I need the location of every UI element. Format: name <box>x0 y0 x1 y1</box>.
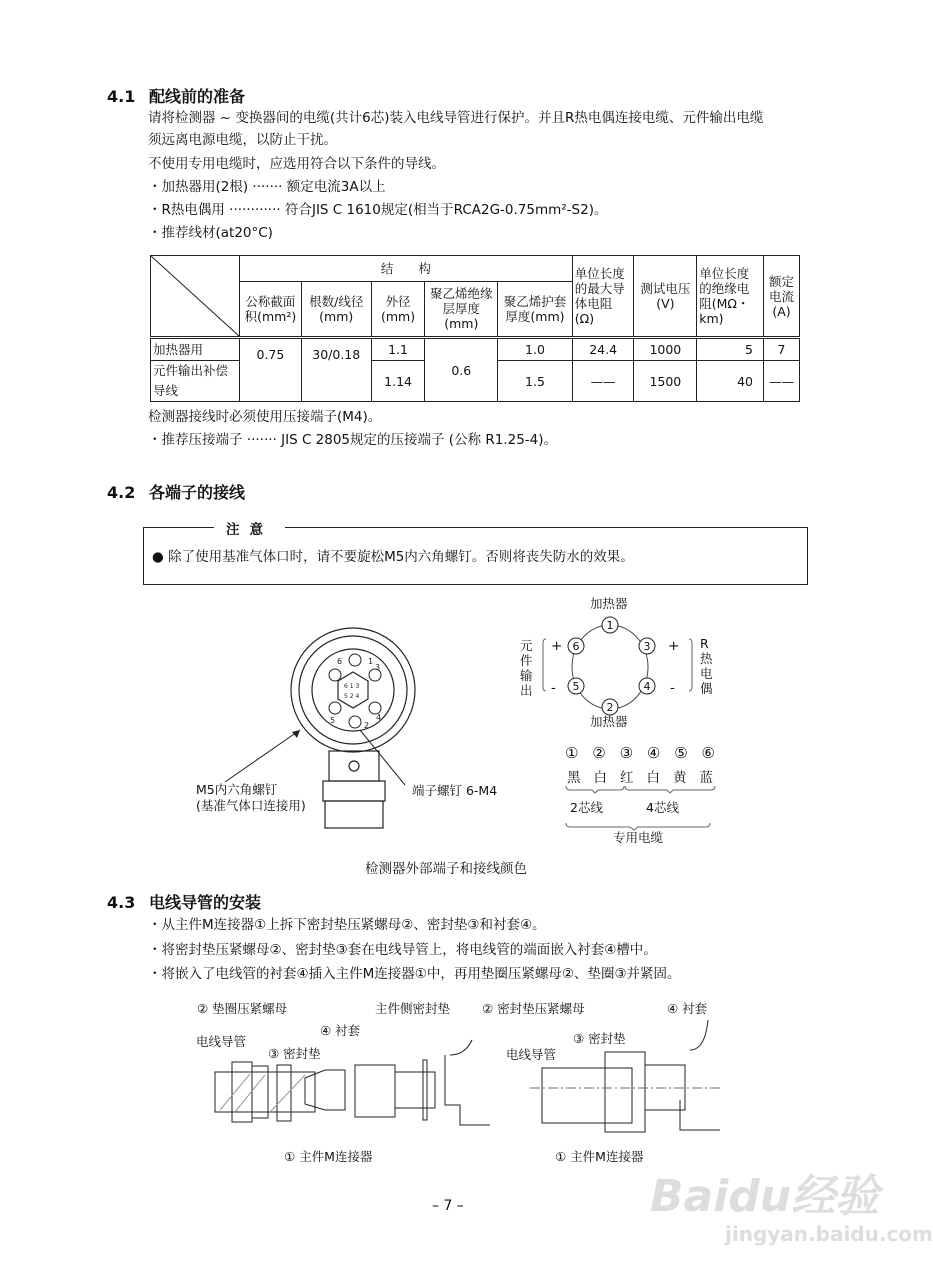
header-group: 结 构 <box>240 256 573 282</box>
wire-color: 白 <box>593 770 607 786</box>
svg-text:5: 5 <box>572 680 580 693</box>
header-cell: 测试电压(V) <box>634 256 697 338</box>
label-r-thermocouple: R热电偶 <box>700 636 713 696</box>
wire-color: 黑 <box>567 770 581 786</box>
polarity-minus: - <box>670 680 675 696</box>
wire-number: ① <box>565 744 579 762</box>
svg-text:6: 6 <box>572 640 580 653</box>
label-bushing: ④ 衬套 <box>667 1001 708 1016</box>
label-main-seal: 主件侧密封垫 <box>375 1001 451 1016</box>
cell: —— <box>572 361 634 402</box>
bullet: ・将嵌入了电线管的衬套④插入主件M连接器①中，再用垫圈压紧螺母②、垫圈③并紧固。 <box>148 966 681 982</box>
wire-number: ⑥ <box>701 744 715 762</box>
wire-number-row <box>565 744 715 762</box>
cell: 30/0.18 <box>301 338 371 402</box>
wire-color: 黄 <box>673 770 687 786</box>
label-four-core: 4芯线 <box>646 800 679 815</box>
row-label: 元件输出补偿导线 <box>151 361 240 402</box>
cell: 1.1 <box>371 338 425 361</box>
svg-text:3: 3 <box>643 640 651 653</box>
wire-color-row <box>567 766 713 786</box>
row-label: 加热器用 <box>151 338 240 361</box>
label-connector: ① 主件M连接器 <box>284 1149 373 1164</box>
wire-number: ② <box>592 744 606 762</box>
cell: 7 <box>763 338 799 361</box>
wire-color: 红 <box>620 770 634 786</box>
bullet: ・推荐压接端子 ······· JIS C 2805规定的压接端子 (公称 R1.25-4)。 <box>148 432 558 448</box>
section-heading-4-3: 4.3 电线导管的安装 <box>107 893 262 912</box>
label-terminal-screw: 端子螺钉 6-M4 <box>412 783 498 798</box>
section-heading-4-1: 4.1 配线前的准备 <box>107 87 246 106</box>
bullet: ・推荐线材(at20°C) <box>148 225 273 241</box>
bullet: ・从主件M连接器①上拆下密封垫压紧螺母②、密封垫③和衬套④。 <box>148 917 546 933</box>
cell: 40 <box>697 361 764 402</box>
terminal-map <box>540 615 700 725</box>
caution-text: ● 除了使用基准气体口时，请不要旋松M5内六角螺钉。否则将丧失防水的效果。 <box>152 549 634 565</box>
caution-box <box>143 522 808 585</box>
wire-number: ③ <box>619 744 634 762</box>
wire-number: ⑤ <box>674 744 688 762</box>
cell: 1.14 <box>371 361 425 402</box>
label-bushing: ④ 衬套 <box>320 1023 361 1038</box>
svg-text:2: 2 <box>364 721 370 730</box>
label-heater-bottom: 加热器 <box>590 714 628 729</box>
header-cell: 额定电流(A) <box>763 256 799 338</box>
cell: 0.6 <box>425 338 498 402</box>
wire-color: 白 <box>646 770 660 786</box>
cell: 1500 <box>634 361 697 402</box>
page-number: – 7 – <box>432 1198 464 1214</box>
svg-text:6: 6 <box>337 657 343 666</box>
label-nut: ② 密封垫压紧螺母 <box>482 1001 585 1016</box>
svg-text:4: 4 <box>376 713 382 722</box>
polarity-plus: + <box>668 638 680 654</box>
svg-text:4: 4 <box>643 680 651 693</box>
svg-text:1: 1 <box>606 619 614 632</box>
section-heading-4-2: 4.2 各端子的接线 <box>107 483 246 502</box>
header-cell: 公称截面积(mm²) <box>240 281 302 337</box>
label-dedicated-cable: 专用电缆 <box>613 830 664 845</box>
conduit-assembled-drawing <box>540 1040 730 1150</box>
bullet: ・R热电偶用 ············ 符合JIS C 1610规定(相当于RCA2G-0.75mm²-S2)。 <box>148 202 608 218</box>
label-nut: ② 垫圈压紧螺母 <box>197 1001 288 1016</box>
label-seal: ③ 密封垫 <box>268 1046 321 1061</box>
wire-color: 蓝 <box>699 770 713 786</box>
conduit-exploded-drawing <box>210 1050 490 1140</box>
cable-spec-table <box>150 255 800 402</box>
cell: 1.5 <box>498 361 573 402</box>
figure-caption: 检测器外部端子和接线颜色 <box>365 861 527 877</box>
svg-text:2: 2 <box>606 701 614 714</box>
label-two-core: 2芯线 <box>570 800 603 815</box>
diagonal-corner-cell <box>151 256 240 338</box>
svg-text:1: 1 <box>368 657 374 666</box>
cell: 1.0 <box>498 338 573 361</box>
watermark-url: jingyan.baidu.com <box>725 1222 933 1246</box>
label-seal: ③ 密封垫 <box>573 1031 626 1046</box>
label-m5-screw-note: (基准气体口连接用) <box>196 798 306 813</box>
header-cell: 单位长度的最大导体电阻(Ω) <box>572 256 634 338</box>
paragraph: 不使用专用电缆时，应选用符合以下条件的导线。 <box>148 156 445 172</box>
header-cell: 聚乙烯绝缘层厚度(mm) <box>425 281 498 337</box>
header-cell: 聚乙烯护套厚度(mm) <box>498 281 573 337</box>
svg-text:5: 5 <box>330 716 336 725</box>
wire-number: ④ <box>646 744 661 762</box>
svg-text:6 1 3: 6 1 3 <box>344 683 360 690</box>
polarity-minus: - <box>551 680 556 696</box>
label-conduit: 电线导管 <box>506 1047 557 1062</box>
header-cell: 根数/线径(mm) <box>301 281 371 337</box>
paragraph: 检测器接线时必须使用压接端子(M4)。 <box>148 409 382 425</box>
polarity-plus: + <box>551 638 563 654</box>
header-cell: 单位长度的绝缘电阻(MΩ・km) <box>697 256 764 338</box>
cell: 24.4 <box>572 338 634 361</box>
label-m5-screw: M5内六角螺钉 <box>196 782 278 797</box>
label-conduit: 电线导管 <box>196 1034 247 1049</box>
bullet: ・将密封垫压紧螺母②、密封垫③套在电线导管上，将电线管的端面嵌入衬套④槽中。 <box>148 942 657 958</box>
watermark-logo: Baidu经验 <box>650 1171 880 1222</box>
cell: 1000 <box>634 338 697 361</box>
paragraph: 请将检测器 ~ 变换器间的电缆(共计6芯)装入电线导管进行保护。并且R热电偶连接电缆、元件输出电缆 <box>148 110 764 126</box>
label-connector: ① 主件M连接器 <box>555 1149 644 1164</box>
caution-title: 注意 <box>214 518 285 538</box>
bullet: ・加热器用(2根) ······· 额定电流3A以上 <box>148 179 386 195</box>
cell: 5 <box>697 338 764 361</box>
label-element-output: 元件输出 <box>520 638 533 698</box>
svg-text:3: 3 <box>375 663 381 672</box>
paragraph: 须远离电源电缆，以防止干扰。 <box>148 132 337 148</box>
cell: 0.75 <box>240 338 302 402</box>
header-cell: 外径(mm) <box>371 281 425 337</box>
label-heater-top: 加热器 <box>590 596 628 611</box>
cell: —— <box>763 361 799 402</box>
svg-text:5 2 4: 5 2 4 <box>344 693 360 700</box>
